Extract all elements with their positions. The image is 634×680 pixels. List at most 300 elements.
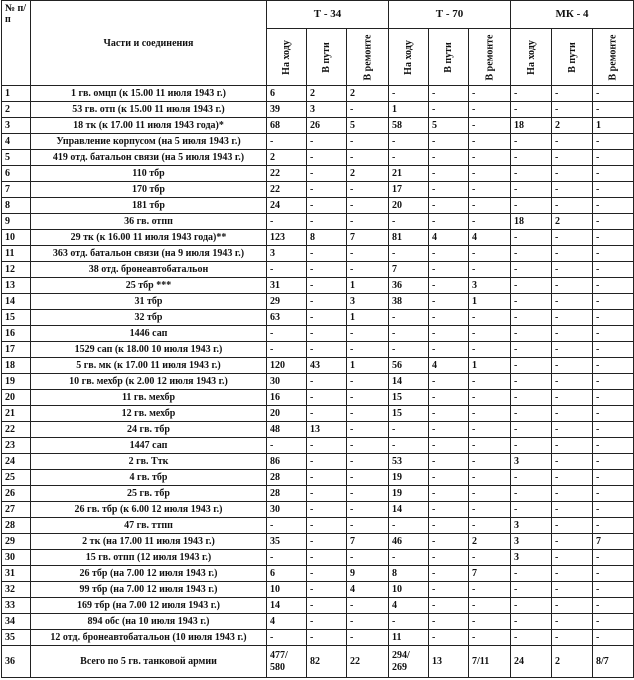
- value-cell: -: [469, 342, 511, 358]
- table-row: [2, 326, 634, 342]
- row-number: 2: [2, 102, 31, 118]
- value-cell: -: [429, 438, 469, 454]
- value-cell: -: [307, 470, 347, 486]
- value-cell: -: [593, 566, 634, 582]
- value-cell: -: [552, 502, 593, 518]
- value-cell: -: [593, 454, 634, 470]
- value-cell: 86: [267, 454, 307, 470]
- value-cell: -: [429, 534, 469, 550]
- value-cell: -: [469, 470, 511, 486]
- table-row: [2, 406, 634, 422]
- value-cell: -: [347, 486, 389, 502]
- table-row: [2, 294, 634, 310]
- value-cell: -: [511, 502, 552, 518]
- table-row: [2, 310, 634, 326]
- header-sub: В пути: [429, 29, 469, 86]
- value-cell: 3: [511, 518, 552, 534]
- value-cell: -: [389, 86, 429, 102]
- row-number: 5: [2, 150, 31, 166]
- table-row: [2, 198, 634, 214]
- value-cell: -: [593, 614, 634, 630]
- value-cell: -: [469, 630, 511, 646]
- value-cell: 3: [511, 534, 552, 550]
- value-cell: 21: [389, 166, 429, 182]
- table-row: [2, 438, 634, 454]
- row-number: 34: [2, 614, 31, 630]
- value-cell: -: [552, 582, 593, 598]
- header-unit: Части и соединения: [31, 1, 267, 86]
- value-cell: -: [429, 374, 469, 390]
- value-cell: -: [429, 422, 469, 438]
- value-cell: -: [511, 278, 552, 294]
- tank-strength-table: [1, 0, 634, 678]
- value-cell: -: [267, 326, 307, 342]
- unit-name: 26 гв. тбр (к 6.00 12 июля 1943 г.): [31, 502, 267, 518]
- value-cell: 8: [307, 230, 347, 246]
- value-cell: 53: [389, 454, 429, 470]
- value-cell: 2: [267, 150, 307, 166]
- value-cell: -: [511, 358, 552, 374]
- value-cell: 5: [429, 118, 469, 134]
- table-row: [2, 550, 634, 566]
- value-cell: 3: [267, 246, 307, 262]
- value-cell: -: [593, 550, 634, 566]
- row-number: 3: [2, 118, 31, 134]
- value-cell: -: [389, 214, 429, 230]
- value-cell: 3: [347, 294, 389, 310]
- value-cell: -: [552, 486, 593, 502]
- value-cell: -: [347, 150, 389, 166]
- table-row: [2, 262, 634, 278]
- table-row: [2, 614, 634, 630]
- row-number: 29: [2, 534, 31, 550]
- value-cell: -: [429, 278, 469, 294]
- value-cell: -: [552, 566, 593, 582]
- value-cell: -: [307, 342, 347, 358]
- unit-name: 2 гв. Ттк: [31, 454, 267, 470]
- unit-name: 18 тк (к 17.00 11 июля 1943 года)*: [31, 118, 267, 134]
- value-cell: -: [552, 182, 593, 198]
- value-cell: -: [552, 134, 593, 150]
- value-cell: -: [511, 326, 552, 342]
- value-cell: -: [511, 614, 552, 630]
- row-number: 25: [2, 470, 31, 486]
- value-cell: 58: [389, 118, 429, 134]
- value-cell: 4: [429, 358, 469, 374]
- value-cell: -: [593, 166, 634, 182]
- value-cell: -: [511, 566, 552, 582]
- value-cell: 9: [347, 566, 389, 582]
- value-cell: 2: [347, 86, 389, 102]
- header-sub: В пути: [307, 29, 347, 86]
- value-cell: -: [469, 246, 511, 262]
- value-cell: -: [552, 278, 593, 294]
- unit-name: 894 обс (на 10 июля 1943 г.): [31, 614, 267, 630]
- value-cell: 4: [429, 230, 469, 246]
- value-cell: -: [552, 86, 593, 102]
- value-cell: -: [267, 134, 307, 150]
- value-cell: -: [429, 470, 469, 486]
- value-cell: 1: [469, 294, 511, 310]
- value-cell: -: [347, 198, 389, 214]
- value-cell: 56: [389, 358, 429, 374]
- row-number: 18: [2, 358, 31, 374]
- value-cell: -: [389, 326, 429, 342]
- value-cell: 3: [469, 278, 511, 294]
- value-cell: -: [593, 262, 634, 278]
- value-cell: -: [511, 422, 552, 438]
- value-cell: -: [469, 134, 511, 150]
- header-group-t34: Т - 34: [267, 1, 389, 29]
- value-cell: 2: [552, 646, 593, 678]
- value-cell: -: [469, 262, 511, 278]
- value-cell: 7/11: [469, 646, 511, 678]
- value-cell: 13: [429, 646, 469, 678]
- table-row: [2, 646, 634, 678]
- value-cell: 10: [267, 582, 307, 598]
- value-cell: -: [593, 246, 634, 262]
- value-cell: 19: [389, 470, 429, 486]
- value-cell: -: [593, 150, 634, 166]
- unit-name: 26 тбр (на 7.00 12 июля 1943 г.): [31, 566, 267, 582]
- value-cell: -: [429, 86, 469, 102]
- value-cell: 1: [593, 118, 634, 134]
- value-cell: -: [552, 598, 593, 614]
- value-cell: -: [593, 198, 634, 214]
- value-cell: -: [511, 630, 552, 646]
- value-cell: -: [469, 502, 511, 518]
- row-number: 10: [2, 230, 31, 246]
- table-row: [2, 566, 634, 582]
- row-number: 35: [2, 630, 31, 646]
- value-cell: 31: [267, 278, 307, 294]
- value-cell: -: [593, 438, 634, 454]
- value-cell: -: [307, 198, 347, 214]
- table-row: [2, 102, 634, 118]
- value-cell: -: [511, 294, 552, 310]
- value-cell: -: [267, 214, 307, 230]
- value-cell: -: [307, 326, 347, 342]
- value-cell: -: [469, 550, 511, 566]
- row-number: 31: [2, 566, 31, 582]
- value-cell: 7: [593, 534, 634, 550]
- value-cell: 24: [511, 646, 552, 678]
- table-row: [2, 374, 634, 390]
- value-cell: 38: [389, 294, 429, 310]
- value-cell: -: [389, 150, 429, 166]
- value-cell: -: [552, 246, 593, 262]
- value-cell: 22: [267, 166, 307, 182]
- unit-name: 5 гв. мк (к 17.00 11 июля 1943 г.): [31, 358, 267, 374]
- header-sub: В ремонте: [347, 29, 389, 86]
- value-cell: -: [307, 582, 347, 598]
- unit-name: 1447 сап: [31, 438, 267, 454]
- row-number: 11: [2, 246, 31, 262]
- table-row: [2, 166, 634, 182]
- value-cell: -: [511, 262, 552, 278]
- row-number: 20: [2, 390, 31, 406]
- value-cell: -: [307, 246, 347, 262]
- table-row: [2, 342, 634, 358]
- value-cell: -: [469, 214, 511, 230]
- table-row: [2, 230, 634, 246]
- table-row: [2, 486, 634, 502]
- value-cell: 22: [267, 182, 307, 198]
- value-cell: -: [389, 438, 429, 454]
- value-cell: -: [389, 550, 429, 566]
- value-cell: -: [307, 438, 347, 454]
- table-row: [2, 246, 634, 262]
- value-cell: 4: [347, 582, 389, 598]
- value-cell: 8/7: [593, 646, 634, 678]
- value-cell: -: [511, 470, 552, 486]
- unit-name: 2 тк (на 17.00 11 июля 1943 г.): [31, 534, 267, 550]
- table-row: [2, 598, 634, 614]
- value-cell: -: [593, 630, 634, 646]
- value-cell: -: [469, 486, 511, 502]
- value-cell: -: [307, 614, 347, 630]
- value-cell: -: [307, 502, 347, 518]
- value-cell: -: [552, 518, 593, 534]
- value-cell: -: [347, 470, 389, 486]
- value-cell: -: [511, 246, 552, 262]
- table-body: [2, 86, 634, 678]
- value-cell: -: [307, 278, 347, 294]
- value-cell: -: [469, 166, 511, 182]
- row-number: 32: [2, 582, 31, 598]
- value-cell: -: [593, 374, 634, 390]
- value-cell: -: [347, 326, 389, 342]
- value-cell: -: [593, 278, 634, 294]
- value-cell: -: [511, 438, 552, 454]
- value-cell: -: [347, 438, 389, 454]
- value-cell: -: [307, 262, 347, 278]
- value-cell: 4: [389, 598, 429, 614]
- value-cell: 2: [307, 86, 347, 102]
- value-cell: 17: [389, 182, 429, 198]
- value-cell: -: [429, 134, 469, 150]
- table-row: [2, 214, 634, 230]
- row-number: 8: [2, 198, 31, 214]
- table-row: [2, 278, 634, 294]
- value-cell: -: [347, 454, 389, 470]
- value-cell: -: [593, 310, 634, 326]
- value-cell: -: [511, 374, 552, 390]
- unit-name: 11 гв. мехбр: [31, 390, 267, 406]
- value-cell: -: [347, 598, 389, 614]
- value-cell: -: [267, 550, 307, 566]
- row-number: 26: [2, 486, 31, 502]
- value-cell: -: [593, 390, 634, 406]
- value-cell: -: [389, 518, 429, 534]
- value-cell: -: [429, 262, 469, 278]
- value-cell: -: [552, 294, 593, 310]
- value-cell: -: [511, 150, 552, 166]
- value-cell: -: [552, 150, 593, 166]
- value-cell: -: [511, 86, 552, 102]
- value-cell: -: [347, 406, 389, 422]
- value-cell: -: [429, 166, 469, 182]
- value-cell: 28: [267, 470, 307, 486]
- value-cell: -: [429, 614, 469, 630]
- unit-name: 12 гв. мехбр: [31, 406, 267, 422]
- value-cell: -: [347, 390, 389, 406]
- value-cell: -: [593, 358, 634, 374]
- value-cell: -: [469, 598, 511, 614]
- value-cell: -: [552, 470, 593, 486]
- value-cell: -: [552, 198, 593, 214]
- value-cell: -: [347, 246, 389, 262]
- value-cell: -: [511, 406, 552, 422]
- value-cell: 6: [267, 86, 307, 102]
- unit-name: 10 гв. мехбр (к 2.00 12 июля 1943 г.): [31, 374, 267, 390]
- row-number: 36: [2, 646, 31, 678]
- value-cell: -: [347, 550, 389, 566]
- value-cell: -: [429, 550, 469, 566]
- value-cell: 14: [267, 598, 307, 614]
- table-row: [2, 454, 634, 470]
- value-cell: -: [307, 134, 347, 150]
- value-cell: -: [552, 358, 593, 374]
- unit-name: Управление корпусом (на 5 июля 1943 г.): [31, 134, 267, 150]
- value-cell: -: [552, 454, 593, 470]
- value-cell: 7: [347, 534, 389, 550]
- unit-name: 38 отд. бронеавтобатальон: [31, 262, 267, 278]
- value-cell: -: [429, 598, 469, 614]
- value-cell: 16: [267, 390, 307, 406]
- value-cell: 1: [347, 358, 389, 374]
- value-cell: 3: [511, 550, 552, 566]
- value-cell: -: [511, 486, 552, 502]
- value-cell: 15: [389, 390, 429, 406]
- value-cell: -: [552, 406, 593, 422]
- value-cell: -: [469, 582, 511, 598]
- value-cell: 7: [347, 230, 389, 246]
- row-number: 15: [2, 310, 31, 326]
- value-cell: -: [347, 374, 389, 390]
- value-cell: -: [593, 294, 634, 310]
- value-cell: -: [429, 390, 469, 406]
- value-cell: -: [552, 326, 593, 342]
- unit-name: 419 отд. батальон связи (на 5 июля 1943 г.): [31, 150, 267, 166]
- value-cell: -: [389, 134, 429, 150]
- value-cell: -: [429, 246, 469, 262]
- row-number: 7: [2, 182, 31, 198]
- value-cell: -: [307, 182, 347, 198]
- table-row: [2, 630, 634, 646]
- value-cell: 19: [389, 486, 429, 502]
- value-cell: -: [552, 262, 593, 278]
- value-cell: -: [307, 454, 347, 470]
- value-cell: 477/ 580: [267, 646, 307, 678]
- value-cell: -: [389, 310, 429, 326]
- value-cell: -: [511, 390, 552, 406]
- row-number: 14: [2, 294, 31, 310]
- value-cell: -: [552, 230, 593, 246]
- row-number: 22: [2, 422, 31, 438]
- header-sub: На ходу: [511, 29, 552, 86]
- value-cell: 63: [267, 310, 307, 326]
- value-cell: -: [429, 150, 469, 166]
- row-number: 21: [2, 406, 31, 422]
- value-cell: -: [593, 182, 634, 198]
- value-cell: 2: [552, 118, 593, 134]
- value-cell: -: [552, 166, 593, 182]
- unit-name: 32 тбр: [31, 310, 267, 326]
- value-cell: -: [429, 406, 469, 422]
- value-cell: -: [307, 598, 347, 614]
- value-cell: -: [347, 422, 389, 438]
- value-cell: -: [593, 598, 634, 614]
- value-cell: 14: [389, 374, 429, 390]
- value-cell: -: [347, 342, 389, 358]
- value-cell: -: [469, 518, 511, 534]
- value-cell: 3: [307, 102, 347, 118]
- unit-name: Всего по 5 гв. танковой армии: [31, 646, 267, 678]
- value-cell: 7: [389, 262, 429, 278]
- row-number: 30: [2, 550, 31, 566]
- value-cell: -: [267, 438, 307, 454]
- value-cell: 10: [389, 582, 429, 598]
- value-cell: -: [429, 342, 469, 358]
- unit-name: 1446 сап: [31, 326, 267, 342]
- row-number: 33: [2, 598, 31, 614]
- value-cell: -: [511, 582, 552, 598]
- table-row: [2, 422, 634, 438]
- unit-name: 4 гв. тбр: [31, 470, 267, 486]
- value-cell: -: [469, 326, 511, 342]
- value-cell: -: [552, 310, 593, 326]
- table-row: [2, 582, 634, 598]
- value-cell: -: [347, 182, 389, 198]
- row-number: 24: [2, 454, 31, 470]
- value-cell: -: [307, 406, 347, 422]
- value-cell: -: [593, 86, 634, 102]
- value-cell: 24: [267, 198, 307, 214]
- table-row: [2, 150, 634, 166]
- value-cell: -: [389, 342, 429, 358]
- value-cell: -: [552, 342, 593, 358]
- header-group-t70: Т - 70: [389, 1, 511, 29]
- table-row: [2, 518, 634, 534]
- value-cell: -: [469, 150, 511, 166]
- value-cell: 2: [552, 214, 593, 230]
- unit-name: 12 отд. бронеавтобатальон (10 июля 1943 г.): [31, 630, 267, 646]
- value-cell: -: [552, 422, 593, 438]
- value-cell: -: [511, 598, 552, 614]
- value-cell: 3: [511, 454, 552, 470]
- value-cell: -: [593, 518, 634, 534]
- value-cell: -: [469, 182, 511, 198]
- value-cell: -: [429, 198, 469, 214]
- value-cell: 15: [389, 406, 429, 422]
- value-cell: -: [552, 438, 593, 454]
- value-cell: 7: [469, 566, 511, 582]
- value-cell: 30: [267, 502, 307, 518]
- unit-name: 15 гв. отпп (12 июля 1943 г.): [31, 550, 267, 566]
- value-cell: -: [593, 342, 634, 358]
- value-cell: -: [347, 102, 389, 118]
- value-cell: 1: [469, 358, 511, 374]
- table-row: [2, 470, 634, 486]
- header-group-mk4: МК - 4: [511, 1, 634, 29]
- row-number: 12: [2, 262, 31, 278]
- value-cell: -: [511, 342, 552, 358]
- value-cell: -: [429, 310, 469, 326]
- unit-name: 181 тбр: [31, 198, 267, 214]
- value-cell: 46: [389, 534, 429, 550]
- value-cell: -: [469, 310, 511, 326]
